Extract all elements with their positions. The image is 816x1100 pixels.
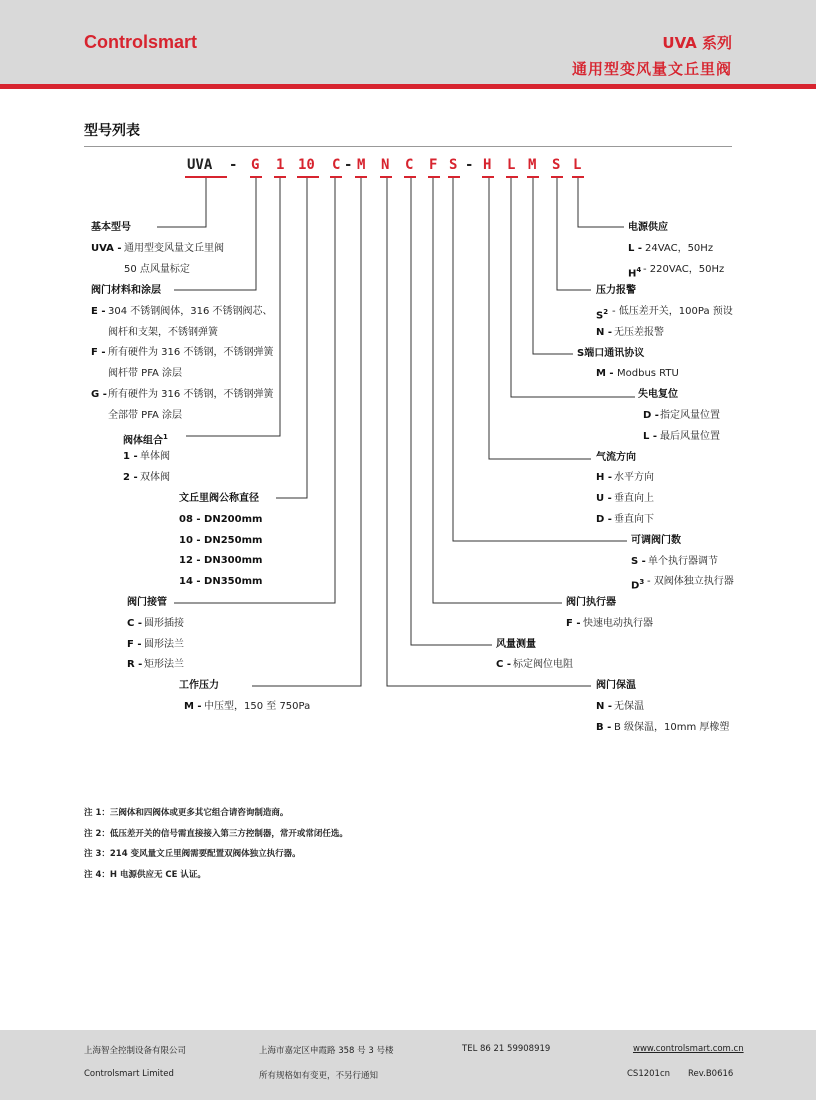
option-desc: 圆形法兰 bbox=[144, 639, 184, 650]
option-code: F - bbox=[566, 618, 581, 629]
option-desc: 无压差报警 bbox=[614, 327, 664, 338]
option-desc: 矩形法兰 bbox=[144, 659, 184, 670]
code-segment-airflow: H bbox=[483, 157, 492, 173]
option-code: H - bbox=[596, 472, 613, 483]
connector-diameter bbox=[276, 178, 307, 498]
document-code: CS1201cn bbox=[627, 1069, 671, 1079]
code-segment-material: G bbox=[251, 157, 260, 173]
body-combo-heading: 阀体组合$^1$ bbox=[123, 433, 168, 447]
option-code: L - bbox=[628, 243, 643, 254]
option-code: $S^2$ bbox=[596, 308, 609, 322]
connector-comm bbox=[533, 178, 573, 354]
code-segment-alarm: S bbox=[552, 157, 561, 173]
code-segment-measurement: C bbox=[405, 157, 414, 173]
footnote: 注 1：三阀体和四阀体或更多其它组合请咨询制造商。 bbox=[84, 808, 289, 818]
failsafe-heading: 失电复位 bbox=[638, 389, 678, 400]
option-desc: 所有硬件为 316 不锈钢，不锈钢弹簧 bbox=[108, 347, 274, 358]
code-separator: - bbox=[465, 157, 474, 173]
option-code: S - bbox=[631, 556, 646, 567]
option-code: M - bbox=[184, 701, 202, 712]
option-desc: B 级保温，10mm 厚橡塑 bbox=[614, 722, 730, 733]
option-code: B - bbox=[596, 722, 612, 733]
code-segment-connection: C bbox=[332, 157, 341, 173]
section-title: 型号列表 bbox=[84, 123, 140, 139]
actuator-heading: 阀门执行器 bbox=[566, 597, 616, 608]
code-segment-insulation: N bbox=[381, 157, 390, 173]
comm-heading: S端口通讯协议 bbox=[577, 348, 645, 359]
option-desc: - 低压差开关，100Pa 预设 bbox=[612, 306, 733, 317]
change-notice: 所有规格如有变更，不另行通知 bbox=[259, 1071, 379, 1081]
website-link[interactable]: www.controlsmart.com.cn bbox=[633, 1044, 744, 1054]
option-code: R - bbox=[127, 659, 143, 670]
option-desc: 快速电动执行器 bbox=[583, 618, 653, 629]
code-segment-diameter: 10 bbox=[298, 157, 315, 173]
option-desc: 24VAC，50Hz bbox=[645, 243, 714, 254]
option-code: C - bbox=[496, 659, 511, 670]
option-desc: 阀杆和支架，不锈钢弹簧 bbox=[108, 327, 218, 338]
company-address: 上海市嘉定区申霞路 358 号 3 号楼 bbox=[259, 1046, 394, 1056]
option-code: $D^3$ bbox=[631, 578, 645, 592]
code-segment-power: L bbox=[573, 157, 582, 173]
pressure-heading: 工作压力 bbox=[179, 680, 219, 691]
airflow-heading: 气流方向 bbox=[596, 452, 636, 463]
option-desc: 双体阀 bbox=[140, 472, 170, 483]
option-desc: Modbus RTU bbox=[617, 368, 679, 379]
option-desc: 中压型，150 至 750Pa bbox=[204, 701, 311, 712]
diameter-option: 14 - DN350mm bbox=[179, 576, 263, 587]
code-segment-adjustable: S bbox=[449, 157, 458, 173]
option-desc: 单个执行器调节 bbox=[648, 556, 718, 567]
option-code: D - bbox=[643, 410, 659, 421]
brand-name: Controlsmart bbox=[84, 32, 198, 52]
option-code: F - bbox=[91, 347, 106, 358]
option-code: 1 - bbox=[123, 451, 138, 462]
option-code: G - bbox=[91, 389, 107, 400]
code-segment-actuator: F bbox=[429, 157, 438, 173]
option-code: N - bbox=[596, 701, 613, 712]
option-code: C - bbox=[127, 618, 142, 629]
footnote: 注 4：H 电源供应无 CE 认证。 bbox=[84, 870, 206, 880]
diameter-option: 08 - DN200mm bbox=[179, 514, 263, 525]
code-segment-uva: UVA bbox=[187, 157, 213, 173]
option-desc: - 双阀体独立执行器 bbox=[647, 576, 734, 587]
option-code: E - bbox=[91, 306, 106, 317]
diameter-heading: 文丘里阀公称直径 bbox=[179, 493, 259, 504]
code-segment-combo: 1 bbox=[276, 157, 285, 173]
footnote: 注 2：低压差开关的信号需直接接入第三方控制器，常开或常闭任选。 bbox=[84, 829, 348, 839]
alarm-heading: 压力报警 bbox=[596, 285, 636, 296]
option-desc: 通用型变风量文丘里阀 bbox=[124, 243, 224, 254]
company-name-cn: 上海智全控制设备有限公司 bbox=[84, 1046, 187, 1056]
option-desc: 304 不锈钢阀体，316 不锈钢阀芯、 bbox=[108, 306, 273, 317]
connector-airflow bbox=[489, 178, 591, 459]
option-code: D - bbox=[596, 514, 612, 525]
option-desc: 全部带 PFA 涂层 bbox=[108, 410, 183, 421]
company-name-en: Controlsmart Limited bbox=[84, 1069, 174, 1079]
option-desc: 最后风量位置 bbox=[660, 431, 720, 442]
option-desc: - 220VAC，50Hz bbox=[643, 264, 725, 275]
option-code: UVA - bbox=[91, 243, 122, 254]
code-separator: - bbox=[229, 157, 238, 173]
option-desc: 单体阀 bbox=[140, 451, 170, 462]
option-desc: 指定风量位置 bbox=[660, 410, 720, 421]
option-desc: 垂直向上 bbox=[614, 493, 654, 504]
option-code: U - bbox=[596, 493, 612, 504]
option-desc: 所有硬件为 316 不锈钢，不锈钢弹簧 bbox=[108, 389, 274, 400]
footnote: 注 3：214 变风量文丘里阀需要配置双阀体独立执行器。 bbox=[84, 849, 301, 859]
option-desc: 无保温 bbox=[614, 701, 644, 712]
option-desc: 水平方向 bbox=[614, 472, 654, 483]
connector-measurement bbox=[411, 178, 492, 645]
revision-code: Rev.B0616 bbox=[688, 1069, 734, 1079]
connector-actuator bbox=[433, 178, 562, 603]
series-name: UVA 系列 bbox=[662, 34, 732, 52]
connector-alarm bbox=[557, 178, 591, 290]
option-code: N - bbox=[596, 327, 613, 338]
basic-type-heading: 基本型号 bbox=[91, 222, 131, 233]
footer-band bbox=[0, 1030, 816, 1100]
code-separator: - bbox=[344, 157, 353, 173]
adjustable-heading: 可调阀门数 bbox=[631, 535, 681, 546]
measurement-heading: 风量测量 bbox=[496, 639, 536, 650]
diameter-option: 12 - DN300mm bbox=[179, 555, 263, 566]
option-code: L - bbox=[643, 431, 658, 442]
connector-power bbox=[578, 178, 624, 227]
option-desc: 圆形插接 bbox=[144, 618, 184, 629]
code-segment-pressure: M bbox=[357, 157, 366, 173]
connection-heading: 阀门接管 bbox=[127, 597, 167, 608]
option-desc: 阀杆带 PFA 涂层 bbox=[108, 368, 183, 379]
company-phone: TEL 86 21 59908919 bbox=[462, 1044, 551, 1054]
insulation-heading: 阀门保温 bbox=[596, 680, 636, 691]
product-name: 通用型变风量文丘里阀 bbox=[571, 60, 732, 78]
option-code: F - bbox=[127, 639, 142, 650]
option-code: 2 - bbox=[123, 472, 138, 483]
option-desc: 标定阀位电阻 bbox=[513, 659, 573, 670]
option-desc: 垂直向下 bbox=[614, 514, 654, 525]
connector-basic-type bbox=[157, 178, 206, 227]
material-heading: 阀门材料和涂层 bbox=[91, 285, 161, 296]
code-segment-failsafe: L bbox=[507, 157, 516, 173]
code-segment-comm: M bbox=[528, 157, 537, 173]
option-code: $H^4$ bbox=[628, 266, 642, 280]
diameter-option: 10 - DN250mm bbox=[179, 535, 263, 546]
option-code: M - bbox=[596, 368, 614, 379]
power-heading: 电源供应 bbox=[628, 222, 668, 233]
option-desc: 50 点风量标定 bbox=[124, 264, 190, 275]
